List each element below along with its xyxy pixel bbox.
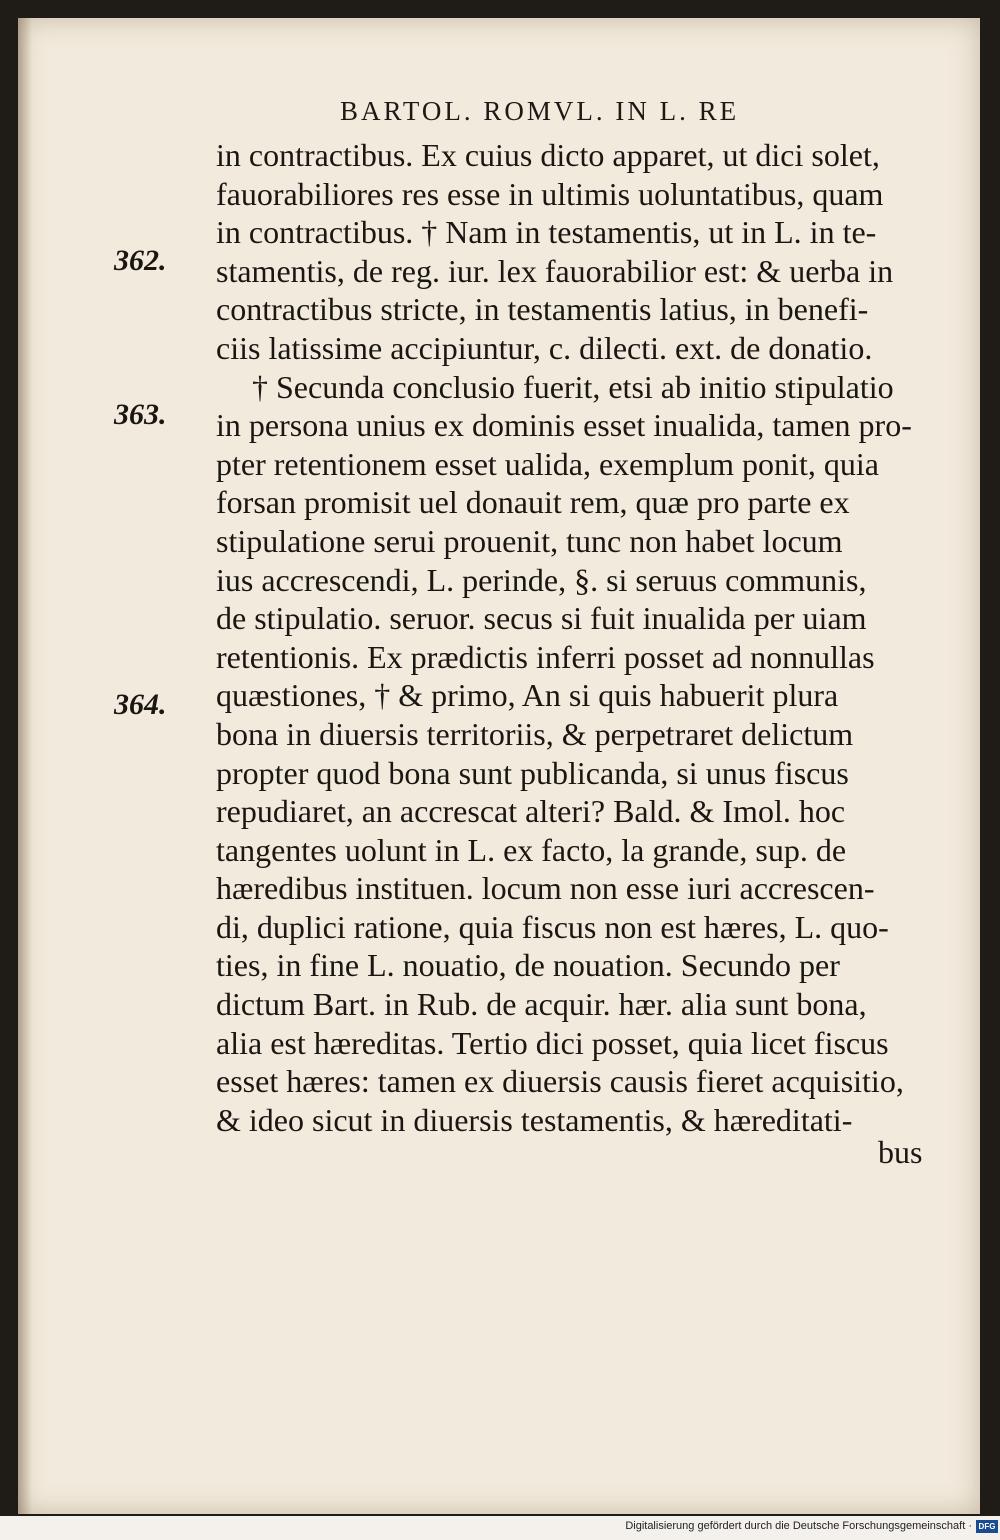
text-line: esset hæres: tamen ex diuersis causis fieret acquisitio, xyxy=(216,1063,904,1100)
text-line: retentionis. Ex prædictis inferri posset ad nonnullas xyxy=(216,638,875,675)
margin-note-363: 363. xyxy=(114,398,167,431)
text-line: dictum Bart. in Rub. de acquir. hær. alia sunt bona, xyxy=(216,986,867,1023)
footer-bar xyxy=(0,1516,1000,1540)
text-line: de stipulatio. seruor. secus si fuit inualida per uiam xyxy=(216,600,867,637)
text-line: fauorabiliores res esse in ultimis uoluntatibus, quam xyxy=(216,175,884,212)
dfg-logo-icon: DFG xyxy=(976,1520,998,1533)
text-line: ties, in fine L. nouatio, de nouation. Secundo per xyxy=(216,947,840,984)
text-line: ciis latissime accipiuntur, c. dilecti. ext. de donatio. xyxy=(216,329,873,366)
text-line: stamentis, de reg. iur. lex fauorabilior est: & uerba in xyxy=(216,252,894,289)
catchword: bus xyxy=(878,1134,923,1170)
text-line: † Secunda conclusio fuerit, etsi ab initio stipulatio xyxy=(252,368,894,405)
text-line: bona in diuersis territoriis, & perpetraret delictum xyxy=(216,715,854,752)
text-line: ius accrescendi, L. perinde, §. si seruus communis, xyxy=(216,561,867,598)
funding-notice: Digitalisierung gefördert durch die Deutsche Forschungsgemeinschaft · xyxy=(625,1520,972,1532)
text-line: propter quod bona sunt publicanda, si unus fiscus xyxy=(216,754,849,791)
text-line: hæredibus instituen. locum non esse iuri accrescen- xyxy=(216,870,875,907)
text-line: pter retentionem esset ualida, exemplum ponit, quia xyxy=(216,445,879,482)
text-line: alia est hæreditas. Tertio dici posset, quia licet fiscus xyxy=(216,1024,889,1061)
text-line: tangentes uolunt in L. ex facto, la grande, sup. de xyxy=(216,831,847,868)
text-line: in persona unius ex dominis esset inualida, tamen pro- xyxy=(216,407,912,444)
text-line: di, duplici ratione, quia fiscus non est hæres, L. quo- xyxy=(216,908,889,945)
margin-note-364: 364. xyxy=(114,688,167,721)
text-line: repudiaret, an accrescat alteri? Bald. & Imol. hoc xyxy=(216,793,846,830)
text-line: stipulatione serui prouenit, tunc non habet locum xyxy=(216,522,843,559)
text-line: in contractibus. Ex cuius dicto apparet, ut dici solet, xyxy=(216,137,880,173)
body-text xyxy=(216,136,968,1139)
text-line: in contractibus. † Nam in testamentis, ut in L. in te- xyxy=(216,214,877,251)
margin-note-362: 362. xyxy=(114,244,167,277)
running-header: BARTOL. ROMVL. IN L. RE xyxy=(340,96,740,126)
text-line: quæstiones, † & primo, An si quis habuerit plura xyxy=(216,677,839,714)
text-line: contractibus stricte, in testamentis latius, in benefi- xyxy=(216,291,869,328)
text-line: forsan promisit uel donauit rem, quæ pro parte ex xyxy=(216,484,850,521)
text-line: & ideo sicut in diuersis testamentis, & hæreditati- xyxy=(216,1101,853,1138)
